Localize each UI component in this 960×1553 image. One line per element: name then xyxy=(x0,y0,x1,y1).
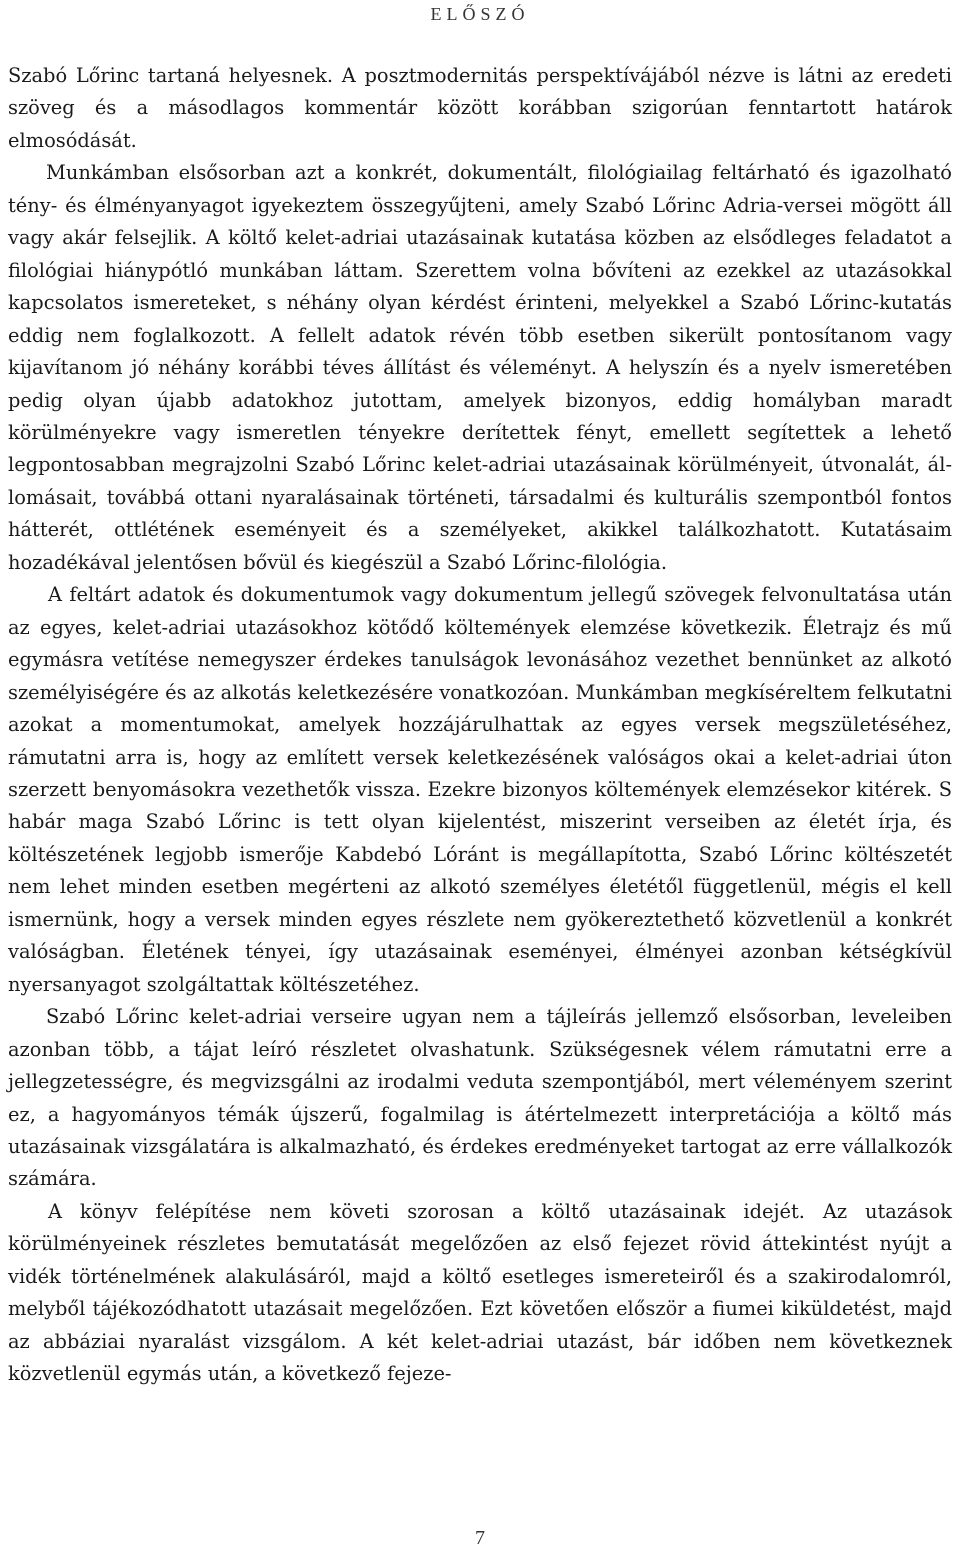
paragraph-continuation: Szabó Lőrinc tartaná helyesnek. A posztmodernitás perspektívájából nézve is látni az eredeti szöveg és a másodlagos kommentár között korábban szigorúan fenntartott határok elmosódását. xyxy=(8,64,952,152)
paragraph: A könyv felépítése nem követi szorosan a költő utazásainak idejét. Az utazások körülményeinek részletes bemutatását megelőzően az első fejezet rövid áttekintést nyújt a vidék történelmének alakulásáról, majd a költő esetleges ismereteiről és a szakirodalomról, melyből tájékozódhatott utazásait megelőzően. Ezt követően először a fiumei kiküldetést, majd az abbáziai nyaralást vizsgálom. A két kelet-adriai utazást, bár időben nem következnek közvetlenül egymás után, a következő fejeze- xyxy=(8,1199,952,1386)
paragraph: Szabó Lőrinc kelet-adriai verseire ugyan nem a tájleírás jellemző elsősorban, leveleiben azonban több, a tájat leíró részletet olvashatunk. Szükségesnek vélem rámutatni erre a jellegzetességre, és megvizsgálni az irodalmi veduta szempontjából, mert véleményem szerint ez, a hagyományos témák újszerű, fogalmilag is átértelmezett interpretációja a költő más utazásainak vizsgálatára is alkalmazható, és érdekes eredményeket tartogat az erre vállalkozók számára. xyxy=(8,1005,952,1191)
paragraph: A feltárt adatok és dokumentumok vagy dokumentum jellegű szövegek felvonultatása után az egyes, kelet-adriai utazásokhoz kötődő költemények elemzése következik. Életrajz és mű egymásra vetítése nemegyszer érdekes tanulságok levonásához vezethet bennünket az alkotó személyiségére és az alkotás keletkezésére vonatkozóan. Munkámban megkíséreltem felkutatni azokat a momentumokat, amelyek hozzájárulhattak az egyes versek megszületéséhez, rámutatni arra is, hogy az említett versek keletkezésének valóságos okai a kelet-adriai úton szerzett benyomásokra vezethetők vissza. Ezekre bizonyos költemények elemzésekor kitérek. S habár maga Szabó Lőrinc is tett olyan kijelentést, miszerint verseiben az életét írja, és költészetének legjobb ismerője Kabdebó Lóránt is megállapította, Szabó Lőrinc költészetét nem lehet minden esetben megérteni az alkotó személyes életétől függetlenül, mégis el kell ismernünk, hogy a versek minden egyes részlete nem gyökereztethető közvetlenül a konkrét valóságban. Életének tényei, így utazásainak eseményei, élményei azonban kétségkívül nyersanyagot szolgáltattak költészetéhez. xyxy=(8,583,952,996)
page-number: 7 xyxy=(475,1527,485,1549)
body-text xyxy=(8,60,952,1391)
running-title: ELŐSZÓ xyxy=(430,4,530,24)
paragraph: Munkámban elsősorban azt a konkrét, dokumentált, filológiailag feltárható és igazolható tény- és élményanyagot igyekeztem összegyűjteni, amely Szabó Lőrinc Adria-versei mögött áll vagy akár felsejlik. A költő kelet-adriai utazásainak kutatása közben az elsődleges feladatot a filológiai hiánypótló munkában láttam. Szerettem volna bővíteni az ezekkel az utazásokkal kapcsolatos ismereteket, s néhány olyan kérdést érinteni, melyekkel a Szabó Lőrinc-kutatás eddig nem foglalkozott. A fellelt adatok révén több esetben sikerült pontosítanom vagy kijavítanom jó néhány korábbi téves állítást és véleményt. A helyszín és a nyelv ismeretében pedig olyan újabb adatokhoz jutottam, amelyek bizonyos, eddig homályban maradt körülményekre vagy ismeretlen tényekre derítettek fényt, emellett segítettek a lehető legpontosabban megrajzolni Szabó Lőrinc kelet-adriai utazásainak körülményeit, útvonalát, állomásait, továbbá ottani nyaralásainak történeti, társadalmi és kulturális szempontból fontos hátterét, ottlétének eseményeit és a személyeket, akikkel találkozhatott. Kutatásaim hozadékával jelentősen bővül és kiegészül a Szabó Lőrinc-filológia. xyxy=(8,161,952,574)
